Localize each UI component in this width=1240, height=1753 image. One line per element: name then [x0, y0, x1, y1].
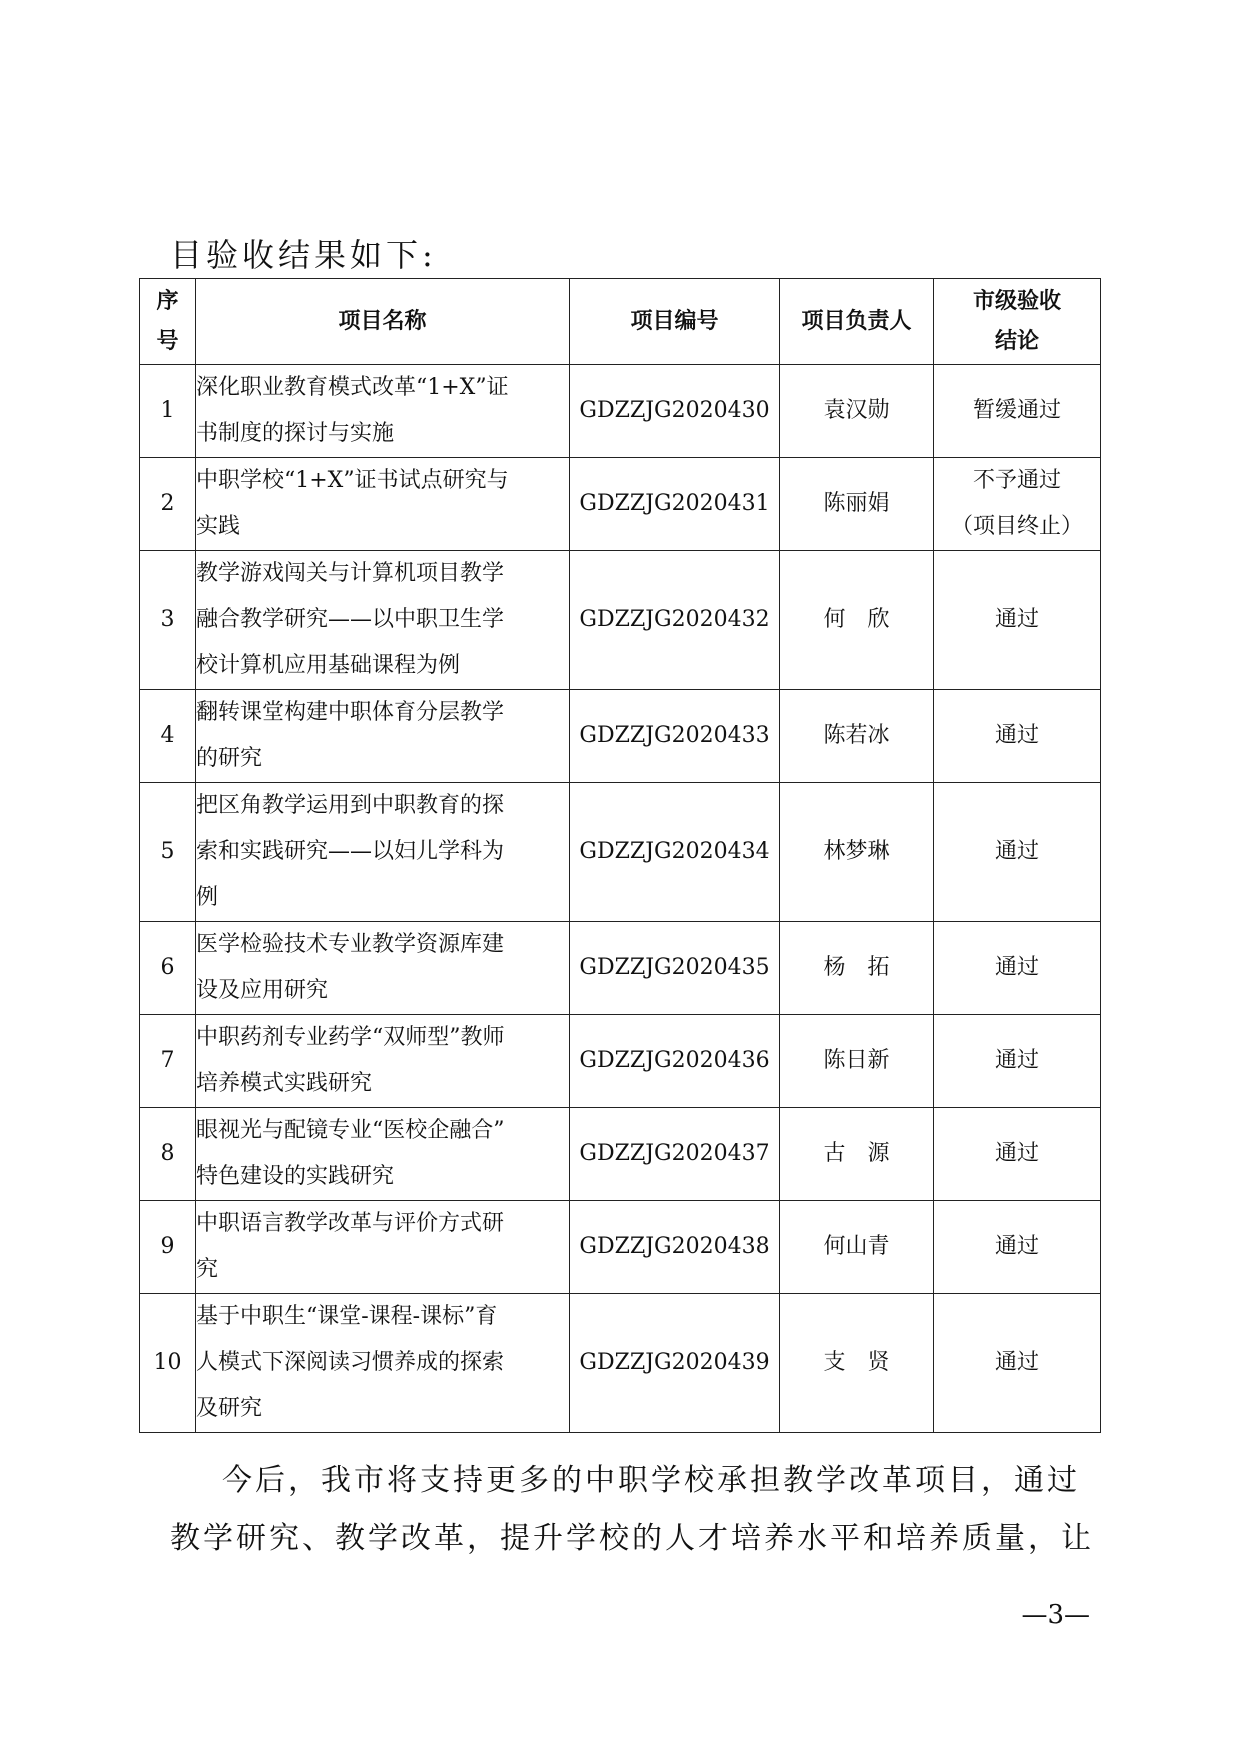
table-body	[140, 365, 1101, 1433]
row-project-code: GDZZJG2020437	[570, 1108, 780, 1201]
leader-name: 杨拓	[823, 955, 912, 980]
row-index: 2	[140, 458, 196, 551]
project-name-line: 的研究	[196, 746, 263, 771]
row-project-leader	[780, 783, 934, 922]
leader-name: 林梦琳	[823, 839, 890, 864]
closing-paragraph-line2: 教学研究、教学改革，提升学校的人才培养水平和培养质量，让	[170, 1521, 1094, 1556]
row-result	[934, 1201, 1101, 1294]
project-name-line: 实践	[196, 514, 241, 539]
result-line: （项目终止）	[950, 514, 1083, 539]
result-line: 通过	[994, 607, 1039, 632]
row-project-leader	[780, 551, 934, 690]
row-project-leader	[780, 1294, 934, 1433]
leader-name: 支贤	[823, 1350, 912, 1375]
header-index	[140, 279, 196, 365]
row-project-code: GDZZJG2020438	[570, 1201, 780, 1294]
project-name-line: 基于中职生“课堂-课程-课标”育	[196, 1304, 498, 1329]
row-project-name	[196, 922, 570, 1015]
project-name-line: 书制度的探讨与实施	[196, 421, 395, 446]
header-result	[934, 279, 1101, 365]
table-row	[140, 458, 1101, 551]
project-name-line: 把区角教学运用到中职教育的探	[196, 793, 505, 818]
row-project-name	[196, 690, 570, 783]
table-row	[140, 783, 1101, 922]
project-name-line: 设及应用研究	[196, 978, 329, 1003]
row-project-code: GDZZJG2020430	[570, 365, 780, 458]
leader-name: 古源	[823, 1141, 912, 1166]
project-name-line: 例	[196, 885, 219, 910]
row-index: 8	[140, 1108, 196, 1201]
row-project-code: GDZZJG2020433	[570, 690, 780, 783]
table-row	[140, 551, 1101, 690]
row-index: 3	[140, 551, 196, 690]
project-name-line: 索和实践研究——以妇儿学科为	[196, 839, 505, 864]
row-index: 4	[140, 690, 196, 783]
row-result	[934, 783, 1101, 922]
table-row	[140, 922, 1101, 1015]
row-result	[934, 690, 1101, 783]
row-project-name	[196, 1108, 570, 1201]
table-row	[140, 1294, 1101, 1433]
row-project-name	[196, 1201, 570, 1294]
intro-text: 目验收结果如下:	[170, 236, 437, 274]
leader-name: 陈日新	[823, 1048, 890, 1073]
row-project-name	[196, 551, 570, 690]
row-project-leader	[780, 922, 934, 1015]
acceptance-results-table	[139, 278, 1101, 1433]
row-index: 6	[140, 922, 196, 1015]
row-project-name	[196, 1015, 570, 1108]
row-project-name	[196, 458, 570, 551]
header-project-leader: 项目负责人	[780, 279, 934, 365]
table-row	[140, 690, 1101, 783]
project-name-line: 眼视光与配镜专业“医校企融合”	[196, 1118, 505, 1143]
result-line: 通过	[994, 723, 1039, 748]
header-project-name: 项目名称	[196, 279, 570, 365]
row-result	[934, 1015, 1101, 1108]
row-result	[934, 922, 1101, 1015]
result-line: 通过	[994, 1141, 1039, 1166]
project-name-line: 培养模式实践研究	[196, 1071, 373, 1096]
row-result	[934, 365, 1101, 458]
header-index-line2: 号	[156, 328, 179, 354]
row-project-name	[196, 365, 570, 458]
leader-name: 袁汉勋	[823, 398, 890, 423]
row-result	[934, 1108, 1101, 1201]
row-project-code: GDZZJG2020436	[570, 1015, 780, 1108]
leader-name: 陈丽娟	[823, 491, 890, 516]
row-result	[934, 458, 1101, 551]
row-index: 10	[140, 1294, 196, 1433]
row-project-leader	[780, 1201, 934, 1294]
row-result	[934, 551, 1101, 690]
header-result-line1: 市级验收	[972, 288, 1061, 314]
project-name-line: 翻转课堂构建中职体育分层教学	[196, 700, 505, 725]
project-name-line: 究	[196, 1257, 219, 1282]
project-name-line: 中职学校“1+X”证书试点研究与	[196, 468, 509, 493]
project-name-line: 及研究	[196, 1396, 263, 1421]
result-line: 通过	[994, 955, 1039, 980]
closing-paragraph-line1: 今后，我市将支持更多的中职学校承担教学改革项目，通过	[222, 1463, 1080, 1498]
project-name-line: 中职药剂专业药学“双师型”教师	[196, 1025, 505, 1050]
page-number: —3—	[1021, 1600, 1090, 1630]
result-line: 通过	[994, 839, 1039, 864]
row-index: 5	[140, 783, 196, 922]
table-row	[140, 365, 1101, 458]
project-name-line: 特色建设的实践研究	[196, 1164, 395, 1189]
header-project-code: 项目编号	[570, 279, 780, 365]
row-index: 1	[140, 365, 196, 458]
leader-name: 何欣	[823, 607, 912, 632]
project-name-line: 中职语言教学改革与评价方式研	[196, 1211, 505, 1236]
result-line: 不予通过	[972, 468, 1061, 493]
header-index-line1: 序	[156, 288, 179, 314]
row-project-code: GDZZJG2020435	[570, 922, 780, 1015]
row-project-leader	[780, 1108, 934, 1201]
table-row	[140, 1015, 1101, 1108]
row-project-code: GDZZJG2020434	[570, 783, 780, 922]
table-row	[140, 1201, 1101, 1294]
row-project-name	[196, 1294, 570, 1433]
row-project-leader	[780, 1015, 934, 1108]
project-name-line: 校计算机应用基础课程为例	[196, 653, 461, 678]
result-line: 通过	[994, 1048, 1039, 1073]
project-name-line: 深化职业教育模式改革“1+X”证	[196, 375, 509, 400]
result-line: 通过	[994, 1234, 1039, 1259]
result-line: 暂缓通过	[972, 398, 1061, 423]
row-index: 7	[140, 1015, 196, 1108]
row-project-name	[196, 783, 570, 922]
row-index: 9	[140, 1201, 196, 1294]
result-line: 通过	[994, 1350, 1039, 1375]
row-project-leader	[780, 365, 934, 458]
row-project-code: GDZZJG2020432	[570, 551, 780, 690]
row-project-leader	[780, 690, 934, 783]
project-name-line: 人模式下深阅读习惯养成的探索	[196, 1350, 505, 1375]
row-result	[934, 1294, 1101, 1433]
leader-name: 何山青	[823, 1234, 890, 1259]
row-project-leader	[780, 458, 934, 551]
row-project-code: GDZZJG2020431	[570, 458, 780, 551]
project-name-line: 融合教学研究——以中职卫生学	[196, 607, 505, 632]
project-name-line: 教学游戏闯关与计算机项目教学	[196, 561, 505, 586]
table-header-row	[140, 279, 1101, 365]
project-name-line: 医学检验技术专业教学资源库建	[196, 932, 505, 957]
row-project-code: GDZZJG2020439	[570, 1294, 780, 1433]
header-result-line2: 结论	[994, 328, 1039, 354]
table-row	[140, 1108, 1101, 1201]
leader-name: 陈若冰	[823, 723, 890, 748]
